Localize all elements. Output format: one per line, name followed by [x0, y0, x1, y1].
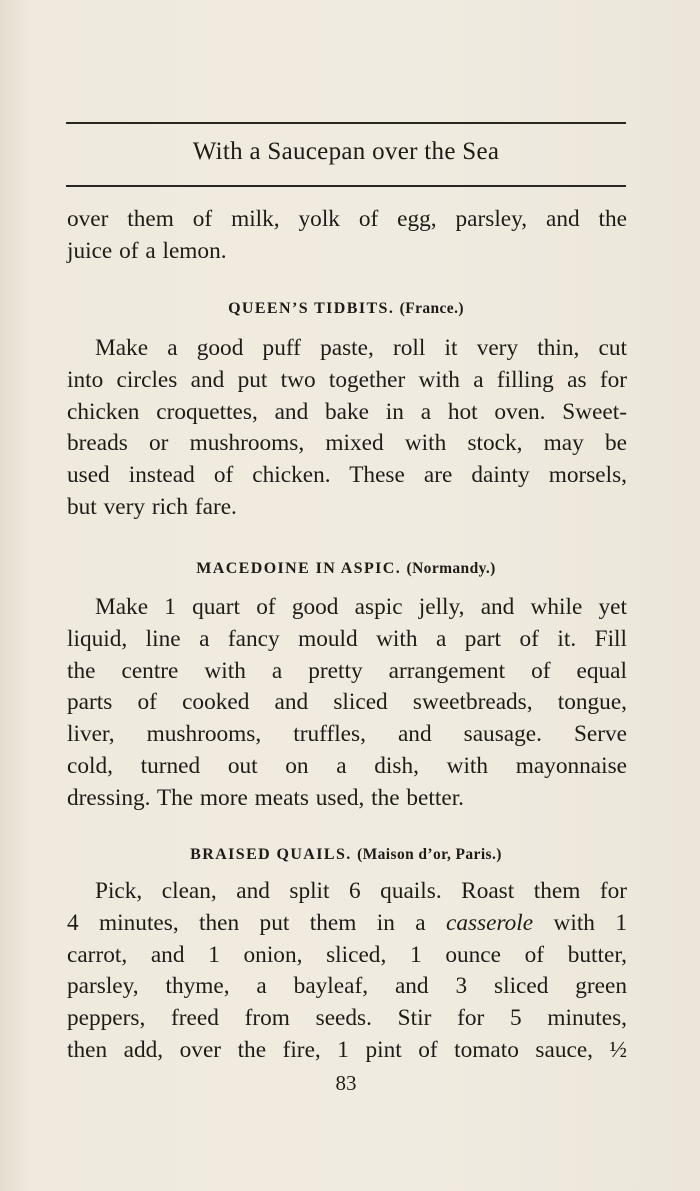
recipe-origin: (France.)	[399, 300, 464, 317]
text-line: liquid, line a fancy mould with a part of it. Fill	[67, 625, 627, 652]
text-line: juice of a lemon.	[67, 237, 227, 264]
text-line: then add, over the fire, 1 pint of tomato sauce, ½	[67, 1036, 627, 1063]
text-line: chicken croquettes, and bake in a hot oven. Sweet-	[67, 398, 627, 425]
text-line: parts of cooked and sliced sweetbreads, tongue,	[67, 689, 627, 716]
text-line: Make 1 quart of good aspic jelly, and while yet	[95, 594, 627, 620]
header-rule-top	[66, 122, 626, 124]
recipe-title: QUEEN’S TIDBITS.	[228, 300, 395, 317]
header-rule-bottom	[66, 185, 626, 187]
continuation-paragraph	[67, 204, 627, 268]
text-line: breads or mushrooms, mixed with stock, may be	[67, 430, 627, 457]
text-line: dressing. The more meats used, the better.	[67, 784, 464, 811]
text-segment: with 1	[553, 909, 627, 936]
recipe-heading-braised-quails	[66, 846, 626, 864]
text-line: over them of milk, yolk of egg, parsley, and the	[67, 206, 627, 232]
text-segment: 4 minutes, then put them in a	[67, 909, 426, 936]
text-line: the centre with a pretty arrangement of equal	[67, 657, 627, 684]
text-line: carrot, and 1 onion, sliced, 1 ounce of butter,	[67, 941, 627, 968]
recipe-body-braised-quails	[67, 876, 627, 1067]
text-line	[67, 908, 627, 940]
text-line: into circles and put two together with a filling as for	[67, 366, 627, 393]
text-line: parsley, thyme, a bayleaf, and 3 sliced green	[67, 973, 627, 1000]
recipe-origin: (Maison d’or, Paris.)	[357, 846, 502, 863]
recipe-body-queens-tidbits	[67, 333, 627, 524]
text-line: cold, turned out on a dish, with mayonnaise	[67, 752, 627, 779]
text-line: peppers, freed from seeds. Stir for 5 minutes,	[67, 1005, 627, 1032]
page-number: 83	[335, 1071, 357, 1095]
recipe-body-macedoine-in-aspic	[67, 592, 627, 815]
text-line: but very rich fare.	[67, 493, 237, 520]
text-line: liver, mushrooms, truffles, and sausage. Serve	[67, 721, 627, 748]
recipe-heading-macedoine-in-aspic	[66, 560, 626, 578]
recipe-title: BRAISED QUAILS.	[190, 846, 352, 863]
recipe-title: MACEDOINE IN ASPIC.	[196, 560, 402, 577]
text-line: used instead of chicken. These are dainty morsels,	[67, 462, 627, 489]
running-head: With a Saucepan over the Sea	[192, 138, 500, 165]
text-line: Pick, clean, and split 6 quails. Roast them for	[95, 878, 627, 904]
recipe-heading-queens-tidbits	[66, 300, 626, 318]
recipe-origin: (Normandy.)	[406, 560, 496, 577]
italic-term: casserole	[446, 909, 534, 936]
text-line: Make a good puff paste, roll it very thin, cut	[95, 335, 627, 361]
